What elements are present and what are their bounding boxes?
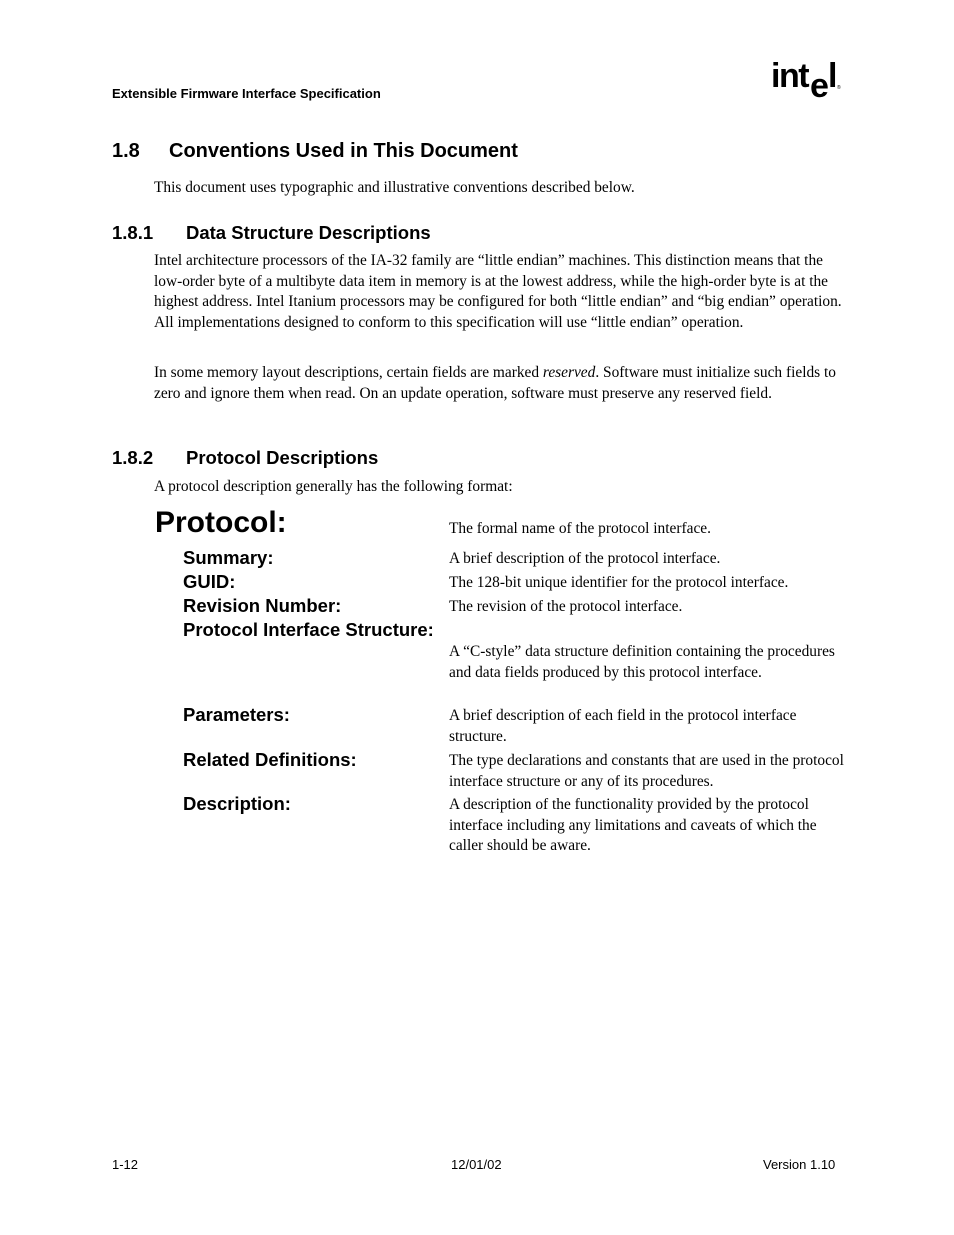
parameters-label: Parameters:: [183, 704, 290, 725]
section-number: 1.8.2: [112, 447, 154, 468]
reserved-emphasis: reserved: [542, 364, 596, 381]
description-label: Description:: [183, 793, 291, 814]
svg-text:e: e: [810, 67, 829, 104]
description-description: A description of the functionality provided by the protocol interface including any limitations and caveats of which the caller should be aware.: [449, 796, 817, 854]
reserved-fields-paragraph: [154, 363, 846, 404]
svg-text:l: l: [828, 58, 838, 95]
protocol-interface-structure-label: Protocol Interface Structure:: [183, 619, 434, 640]
svg-text:®: ®: [837, 85, 841, 91]
revision-number-label: Revision Number:: [183, 595, 342, 616]
section-1-8-2-heading: [112, 447, 378, 469]
section-1-8-intro: This document uses typographic and illustrative conventions described below.: [154, 179, 635, 196]
intel-logo: [770, 58, 844, 104]
protocol-label: Protocol:: [155, 506, 287, 539]
footer-page-number: 1-12: [112, 1157, 139, 1172]
section-1-8-1-heading: [112, 222, 431, 244]
section-title: Data Structure Descriptions: [186, 222, 431, 243]
section-title: Conventions Used in This Document: [169, 140, 518, 162]
related-definitions-label: Related Definitions:: [183, 749, 357, 770]
parameters-description: A brief description of each field in the protocol interface structure.: [449, 707, 797, 745]
svg-text:int: int: [771, 58, 809, 95]
endian-paragraph: Intel architecture processors of the IA-32 family are “little endian” machines. This distinction means that the low-order byte of a multibyte data item in memory is at the lowest address, while the high-order byte is at the highest address. Intel Itanium processors may be configured for both “little endian” and “big endian” operation. All implementations designed to conform to this specification will use “little endian” operation.: [154, 252, 842, 331]
footer-version: Version 1.10: [763, 1157, 836, 1172]
protocol-description: The formal name of the protocol interface.: [449, 520, 711, 537]
section-1-8-heading: [112, 140, 518, 163]
summary-label: Summary:: [183, 547, 274, 568]
section-title: Protocol Descriptions: [186, 447, 379, 468]
guid-description: The 128-bit unique identifier for the protocol interface.: [449, 574, 789, 591]
summary-description: A brief description of the protocol interface.: [449, 550, 721, 567]
guid-label: GUID:: [183, 571, 236, 592]
related-definitions-description: The type declarations and constants that are used in the protocol interface structure or any of its procedures.: [449, 752, 844, 790]
revision-number-description: The revision of the protocol interface.: [449, 598, 683, 615]
paragraph-text: In some memory layout descriptions, certain fields are marked: [154, 364, 543, 381]
running-header-title: Extensible Firmware Interface Specification: [112, 86, 381, 101]
paragraph-text: . Software must initialize such fields to zero and ignore them when read. On an update operation, software must preserve any reserved field.: [154, 364, 836, 402]
section-number: 1.8: [112, 140, 140, 162]
footer-date: 12/01/02: [451, 1157, 502, 1172]
protocol-interface-structure-description: A “C-style” data structure definition containing the procedures and data fields produced by this protocol interface.: [449, 643, 835, 681]
section-number: 1.8.1: [112, 222, 154, 243]
section-1-8-2-intro: A protocol description generally has the following format:: [154, 478, 513, 495]
